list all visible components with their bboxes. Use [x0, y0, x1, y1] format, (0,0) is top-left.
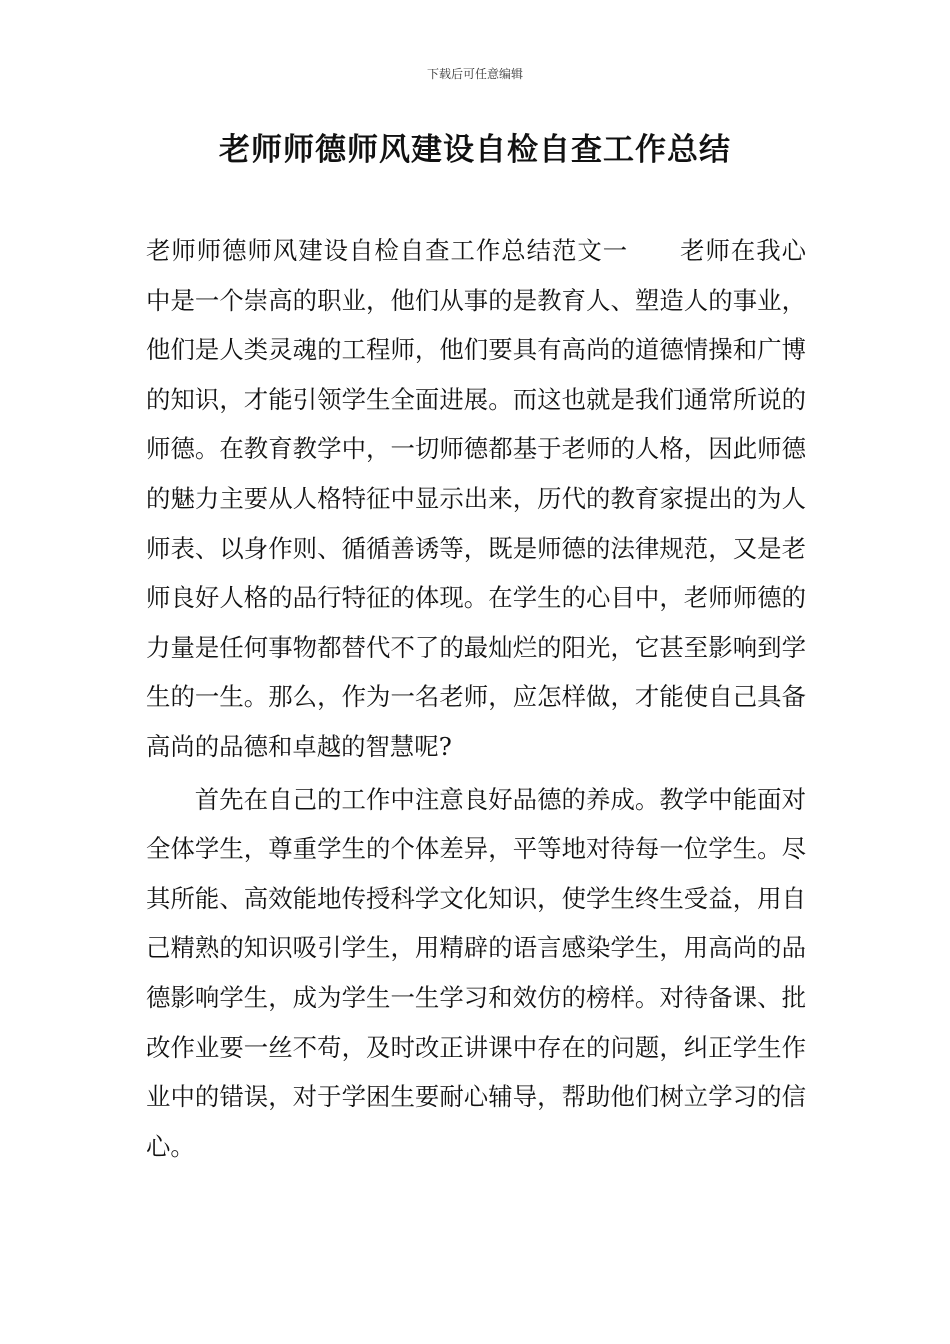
paragraph-intro: [146, 226, 806, 772]
document-title: 老师师德师风建设自检自查工作总结: [219, 132, 731, 168]
paragraph-lead-title: 老师师德师风建设自检自查工作总结范文一: [146, 236, 629, 265]
document-body: [146, 226, 806, 1171]
paragraph-intro-text: 老师在我心中是一个崇高的职业，他们从事的是教育人、塑造人的事业，他们是人类灵魂的工程师，他们要具有高尚的道德情操和广博的知识，才能引领学生全面进展。而这也就是我们通常所说的师德。在教育教学中，一切师德都基于老师的人格，因此师德的魅力主要从人格特征中显示出来，历代的教育家提出的为人师表、以身作则、循循善诱等，既是师德的法律规范，又是老师良好人格的品行特征的体现。在学生的心目中，老师师德的力量是任何事物都替代不了的最灿烂的阳光，它甚至影响到学生的一生。那么，作为一名老师，应怎样做，才能使自己具备高尚的品德和卓越的智慧呢?: [146, 236, 806, 761]
page-header-note: 下载后可任意编辑: [426, 67, 523, 81]
paragraph-second: 首先在自己的工作中注意良好品德的养成。教学中能面对全体学生，尊重学生的个体差异，平等地对待每一位学生。尽其所能、高效能地传授科学文化知识，使学生终生受益，用自己精熟的知识吸引学生，用精辟的语言感染学生，用高尚的品德影响学生，成为学生一生学习和效仿的榜样。对待备课、批改作业要一丝不苟，及时改正讲课中存在的问题，纠正学生作业中的错误，对于学困生要耐心辅导，帮助他们树立学习的信心。: [146, 784, 806, 1161]
